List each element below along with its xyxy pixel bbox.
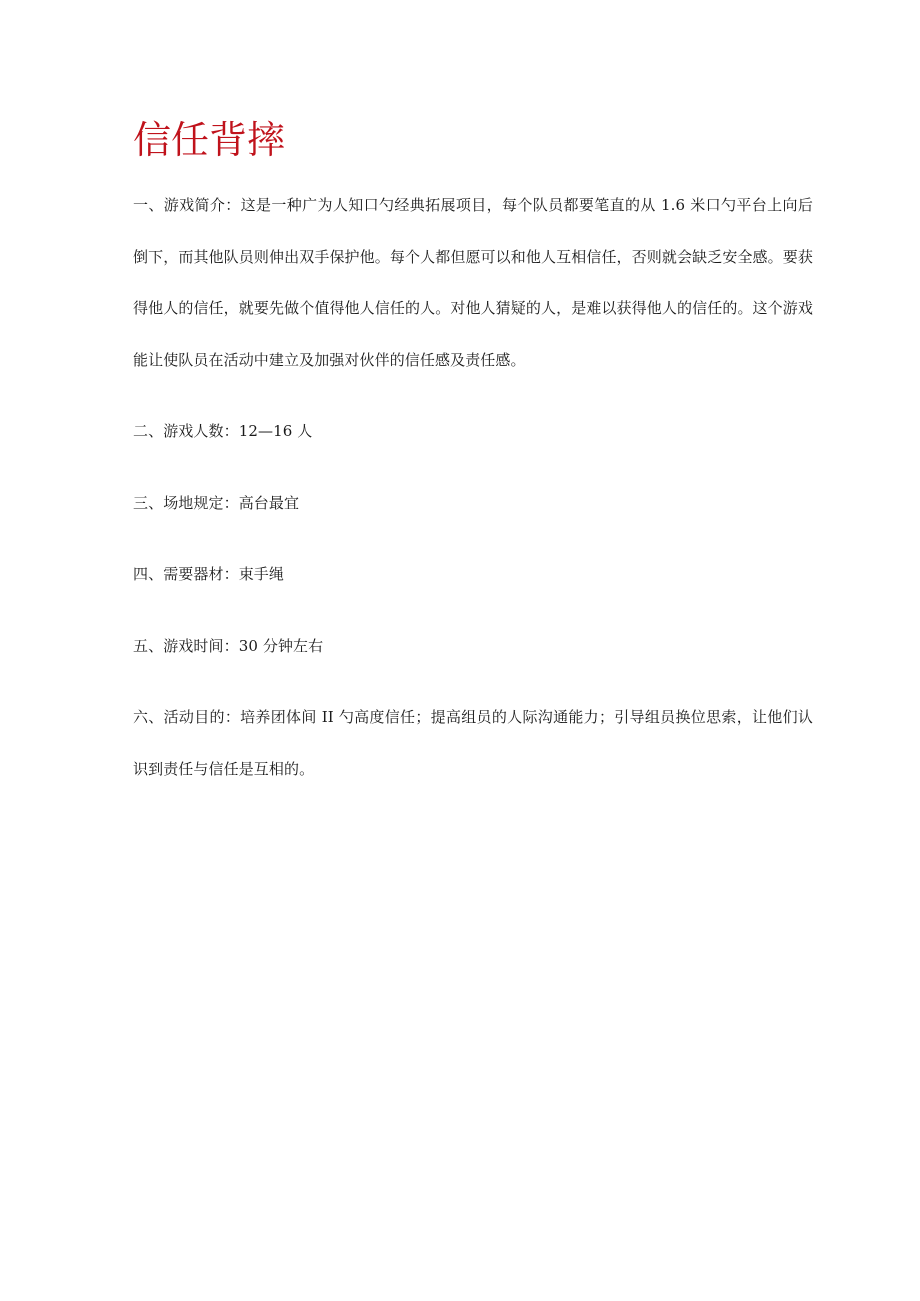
section-equipment-label: 四、需要器材： [133, 565, 239, 583]
document-title: 信任背摔 [133, 118, 286, 162]
section-venue-label: 三、场地规定： [133, 493, 239, 512]
section-duration [133, 621, 813, 673]
section-duration-text: 30 分钟左右 [238, 636, 324, 655]
section-players [133, 406, 813, 458]
document-body [133, 180, 813, 795]
section-duration-label: 五、游戏时间： [133, 636, 239, 655]
section-players-label: 二、游戏人数： [133, 422, 239, 440]
section-equipment [133, 549, 813, 601]
section-intro-text: 这是一种广为人知口勺经典拓展项目，每个队员都要笔直的从 1.6 米口勺平台上向后倒下，而其他队员则伸出双手保护他。每个人都但愿可以和他人互相信任，否则就会缺乏安全感。要获得他人的信任，就要先做个值得他人信任的人。对他人猜疑的人，是难以获得他人的信任的。这个游戏能让使队员在活动中建立及加强对伙伴的信任感及责任感。 [133, 196, 813, 369]
section-venue [133, 478, 813, 530]
section-players-text: 12—16 人 [238, 422, 313, 440]
section-purpose-label: 六、活动目的： [133, 708, 241, 726]
section-purpose [133, 692, 813, 795]
section-venue-text: 高台最宜 [238, 493, 300, 512]
section-intro-label: 一、游戏简介： [133, 196, 241, 214]
section-intro [133, 180, 813, 386]
section-purpose-text: 培养团体间 II 勺高度信任；提高组员的人际沟通能力；引导组员换位思索，让他们认识到责任与信任是互相的。 [133, 708, 814, 778]
section-equipment-text: 束手绳 [238, 565, 285, 583]
